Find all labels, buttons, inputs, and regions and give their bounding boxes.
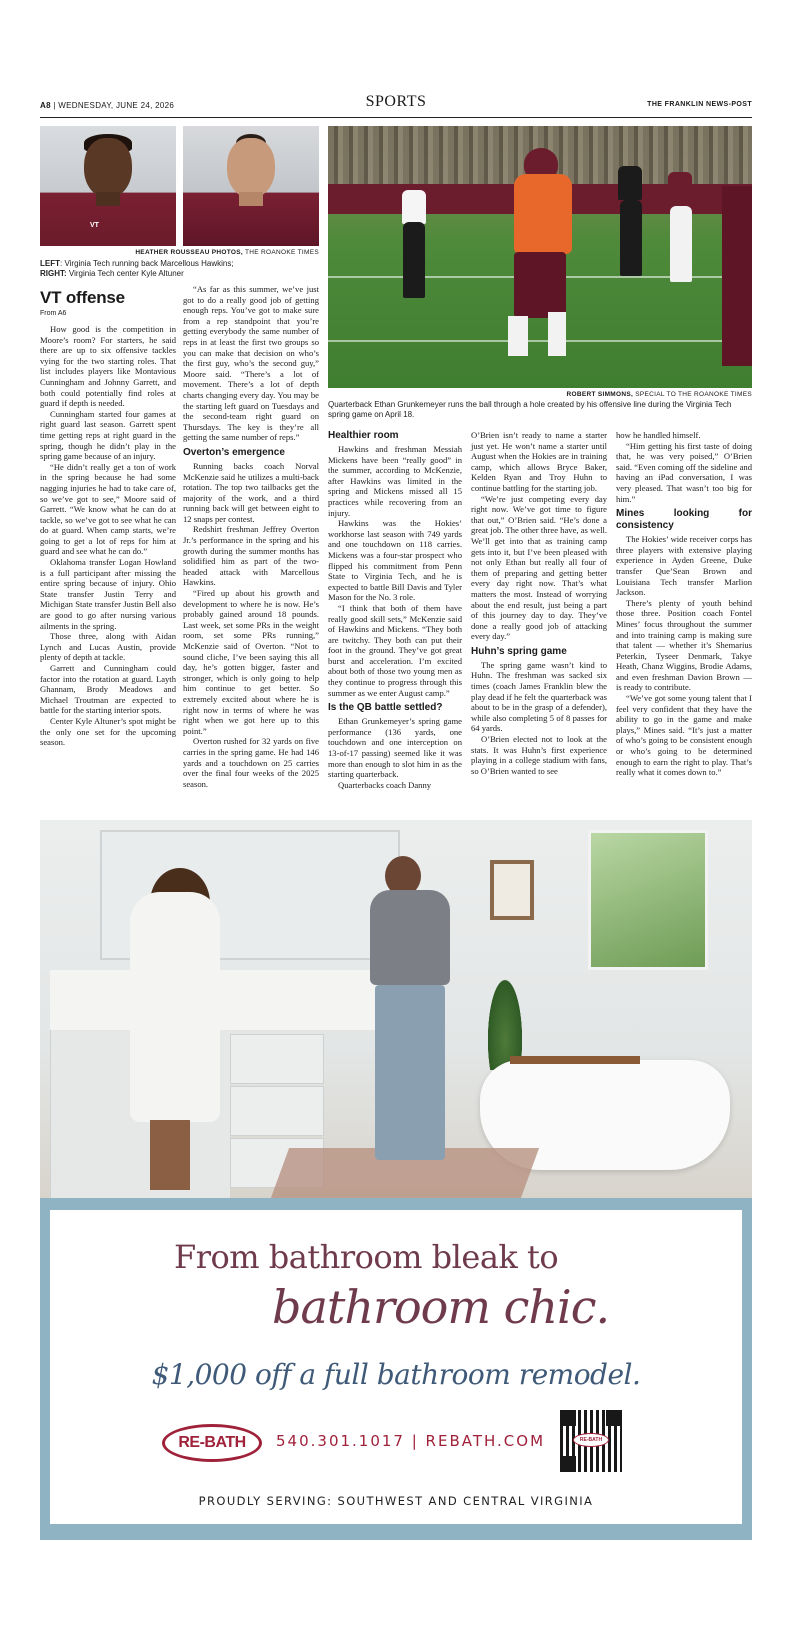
caption-left-label: LEFT (40, 259, 60, 268)
paragraph: Cunningham started four games at right guard last season. Garrett spent time getting reps at right guard in the spring, though he didn’t play in the spring game because of an injury. (40, 408, 176, 462)
paragraph: “As far as this summer, we’ve just got to do a really good job of getting enough reps. You’ve got to make sure from a rep standpoint that you’re getting everybody the same number of reps in at least the first two groups so you can make that decision on who’s the first guy, who’s the second guy,” Moore said. “There’s a lot of movement. There’s a lot of depth charts changing every day. You may be the starting left guard on Tuesdays and the second-team right guard on Thursdays. The key is they’re all getting the same number of reps.” (183, 284, 319, 443)
paragraph: “I think that both of them have really good skill sets,” McKenzie said of Hawkins and Mickens. “They both are twitchy. They both can put their foot in the ground. They’ve got great burst and acceleration. I’m excited about both of those two young men as they continue to progress through this summer as we enter August camp.” (328, 602, 462, 698)
quarterback-jersey (514, 174, 572, 254)
credit-name: ROBERT SIMMONS, (566, 391, 634, 398)
staff-figure (618, 166, 642, 200)
offensive-lineman (722, 186, 752, 366)
paragraph: Hawkins and freshman Messiah Mickens have been “really good” in the summer, according to McKenzie, after Hawkins was limited in the spring and Mickens missed all 15 practices while recovering from an injury. (328, 444, 462, 518)
folio-separator: | (53, 101, 56, 110)
yard-line (328, 340, 752, 342)
paragraph: Hawkins was the Hokies’ workhorse last season with 749 yards and one touchdown on 118 carries. Mickens was a four-star prospect who flipped his commitment from Penn State to Virginia Tech, and he is expected to battle Bill Davis and Tyler Mason for the No. 3 role. (328, 518, 462, 603)
photo-face (227, 138, 275, 198)
paragraph: “Fired up about his growth and development to where he is now. He’s probably gained around 18 pounds. Last week, set some PRs in the weight room, set some PRs running,” McKenzie said of Overton. “Not to sound cliche, I’ve been saying this all day, he’s gotten bigger, faster and stronger, which is only going to help him continue to get better. So extremely excited about where he is right now in terms of where he was right when we got here up to this point.” (183, 588, 319, 736)
paragraph: “We’re just competing every day right now. We’ve got time to figure that out,” O’Brien said. “He’s done a great job. The other three have, as well. We’ll get into that as training camp gets into it, but I’ve been pleased with not only Ethan but really all four of them of preparing and getting better every day right now. That’s what matters the most. Instead of worrying about the end result, just being a part of this journey day to day. They’ve done a really good job of attacking every day.” (471, 493, 607, 642)
subhead-mines: Mines looking for consistency (616, 508, 752, 532)
paragraph: Overton rushed for 32 yards on five carries in the spring game. He had 146 yards and a touchdown on 25 carries over the final four weeks of the 2025 season. (183, 736, 319, 789)
jersey-logo: VT (90, 222, 99, 229)
coach-figure-legs (403, 222, 425, 298)
bathroom-window (588, 830, 708, 970)
paragraph: Quarterbacks coach Danny (338, 779, 432, 790)
paragraph: The Hokies’ wide receiver corps has three players with extensive playing experience in Ayden Greene, Duke transfer Que’Sean Brown and Louisiana Tech transfer Marlion Jackson. (616, 534, 752, 598)
quarterback-leg (548, 312, 566, 356)
paragraph: “Him getting his first taste of doing that, he was very poised,” O’Brien said. “Even coming off the sideline and having an iPad conversation, I was very pleased. That wasn’t too big for him.” (616, 440, 752, 504)
page-header (40, 93, 752, 116)
man-pants (375, 985, 445, 1160)
paragraph: Ethan Grunkemeyer’s spring game performance (136 yards, one touchdown and one interception on 13-of-17 passing) seemed like it was more than enough to slot him in as the starting quarterback. (328, 716, 462, 780)
paragraph: “We’ve got some young talent that I feel very confident that they have the ability to go in the game and make plays,” Mines said. “It’s just a matter of who’s going to be consistent enough or who’s going to be determined enough to earn the right to play. That’s really what it comes down to.” (616, 693, 752, 778)
subhead-qb-battle: Is the QB battle settled? (328, 702, 443, 714)
paragraph: “He didn’t really get a ton of work in the spring because he had some nagging injuries he had to take care of, so we’ve got to see,” Moore said of Garrett. “We know what he can do at tackle, so we’ve got to see what he can do at guard. When camp starts, we’re going to get a lot of reps for him at guard and see what he can do.” (40, 461, 176, 557)
caption-right-text: Virginia Tech center Kyle Altuner (66, 269, 184, 278)
caption-right-label: RIGHT: (40, 269, 67, 278)
paragraph: Those three, along with Aidan Lynch and Lucas Austin, provide plenty of depth at tackle. (40, 631, 176, 663)
wall-decor (490, 860, 534, 920)
article-headline: VT offense (40, 288, 125, 307)
paragraph: O’Brien elected not to look at the stats. It was Huhn’s first experience playing in a college stadium with fans, so O’Brien wanted to see (471, 734, 607, 776)
rebath-logo: RE-BATH (162, 1424, 262, 1462)
photo-face (84, 138, 132, 198)
staff-figure-legs (620, 200, 642, 276)
subhead-huhn: Huhn’s spring game (471, 645, 567, 657)
ad-headline-2: bathroom chic. (272, 1280, 610, 1334)
jump-line: From A6 (40, 310, 67, 317)
photo-credit-mugshots (40, 249, 319, 256)
photo-kyle-altuner (183, 126, 319, 246)
ad-offer: $1,000 off a full bathroom remodel. (151, 1358, 641, 1391)
main-photo-caption: Quarterback Ethan Grunkemeyer runs the ball through a hole created by his offensive line during the Virginia Tech spring game on April 18. (328, 400, 732, 419)
woman-legs (150, 1120, 190, 1190)
woman-robe (130, 892, 220, 1122)
coach-figure (402, 190, 426, 224)
photo-marcellous-hawkins (40, 126, 176, 246)
quarterback-pants (514, 252, 566, 318)
ad-bathroom-photo (40, 820, 752, 1198)
quarterback-leg (508, 316, 528, 356)
ad-headline-1: From bathroom bleak to (174, 1238, 559, 1276)
credit-org: THE ROANOKE TIMES (243, 249, 319, 256)
caption-left-text: : Virginia Tech running back Marcellous Hawkins; (60, 259, 234, 268)
newspaper-name: THE FRANKLIN NEWS-POST (647, 101, 752, 108)
credit-names: HEATHER ROUSSEAU PHOTOS, (135, 249, 244, 256)
ad-service-area: PROUDLY SERVING: SOUTHWEST AND CENTRAL VIRGINIA (198, 1494, 594, 1508)
paragraph: Center Kyle Altuner’s spot might be the only one set for the upcoming season. (40, 715, 176, 748)
player-figure (668, 172, 692, 206)
article-column-5 (616, 430, 752, 778)
paragraph: How good is the competition in Moore’s room? For starters, he said there are up to six offensive tackles vying for the two starting roles. That list includes players like Montavious Cunningham and Johnny Garrett, and both could potentially find roles at guard if depth is needed. (40, 324, 176, 409)
photo-quarterback-run (328, 126, 752, 388)
advertisement-rebath[interactable] (40, 1198, 752, 1540)
credit-org: SPECIAL TO THE ROANOKE TIMES (633, 391, 752, 398)
tub-tray (510, 1056, 640, 1064)
page-number: A8 (40, 101, 51, 110)
mugshot-caption (40, 259, 320, 279)
paragraph: Redshirt freshman Jeffrey Overton Jr.’s performance in the spring and his growth during the summer months has solidified him as part of the two-headed attack with Marcellous Hawkins. (183, 524, 319, 588)
subhead-overton: Overton’s emergence (183, 446, 285, 458)
paragraph: The spring game wasn’t kind to Huhn. The freshman was sacked six times (coach James Franklin blew the play dead if he felt the quarterback was about to be in the grasp of a defender), while also completing 5 of 8 passes for 64 yards. (471, 659, 607, 734)
paragraph: There’s plenty of youth behind those three. Position coach Fontel Mines’ focus throughout the summer and into training camp is making sure that talent — whether it’s Shemarius Peterkin, Tyseer Denmark, Takye Heath, Chanz Wiggins, Brodie Adams, and even freshman Davion Brown — is ready to contribute. (616, 597, 752, 693)
paragraph: Garrett and Cunningham could factor into the rotation at guard. Layth Ghannam, Brody Meadows and Michael Troutman are expected to battle for the starting interior spots. (40, 663, 176, 716)
photo-credit-main (328, 391, 752, 398)
photo-neck (239, 192, 263, 206)
section-name: SPORTS (365, 93, 427, 110)
issue-date: WEDNESDAY, JUNE 24, 2026 (58, 101, 175, 110)
article-column-3 (328, 424, 462, 790)
paragraph: Running backs coach Norval McKenzie said he utilizes a multi-back rotation. The top two tailbacks get the majority of the work, and a third running back will get between eight to 12 snaps per contest. (183, 460, 319, 524)
paragraph: O’Brien isn’t ready to name a starter just yet. He won’t name a starter until August when the Hokies are in training camp, which allows Bryce Baker, Kelden Ryan and Troy Huhn to continue battling for the starting job. (471, 430, 607, 493)
qr-logo: RE-BATH (573, 1433, 609, 1447)
article-column-4 (471, 430, 607, 776)
man-shirt (370, 890, 450, 985)
paragraph: Oklahoma transfer Logan Howland is a full participant after missing the entire spring because of injury. Ohio State transfer Justin Terry and Michigan State transfer Justin Bell also are good to go after nursing various ailments in the spring. (40, 557, 176, 631)
vanity-drawer (230, 1034, 324, 1084)
ad-contact: 540.301.1017 | REBATH.COM (276, 1432, 546, 1450)
paragraph: how he handled himself. (616, 430, 701, 440)
article-column-1 (40, 324, 176, 748)
photo-neck (96, 192, 120, 206)
subhead-healthier: Healthier room (328, 430, 399, 441)
ad-panel (50, 1210, 742, 1524)
vanity-drawer (230, 1086, 324, 1136)
player-figure-legs (670, 206, 692, 282)
article-column-2 (183, 284, 319, 789)
header-rule (40, 117, 752, 118)
potted-plant (485, 970, 525, 1070)
